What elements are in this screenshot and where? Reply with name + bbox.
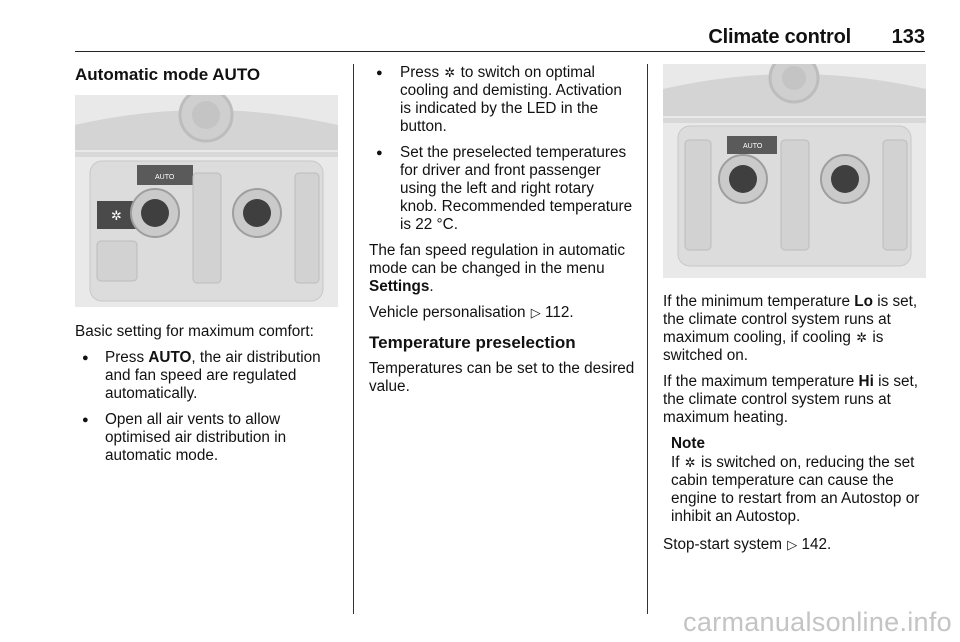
column-divider xyxy=(353,64,354,614)
list-item: ● Open all air vents to allow optimised air distribution in automatic mode. xyxy=(75,411,340,465)
snowflake-icon: ✲ xyxy=(111,208,122,223)
note-label: Note xyxy=(671,435,705,452)
auto-label: AUTO xyxy=(743,143,763,150)
paragraph: If the maximum temperature Hi is set, the climate control system runs at maximum heating. xyxy=(663,373,919,426)
note-box: Note If ✲ is switched on, reducing the set cabin temperature can cause the engine to restart from an Autostop or inhibit an Autostop. xyxy=(663,435,928,526)
paragraph: Temperatures can be set to the desired value. xyxy=(369,360,635,395)
column-right xyxy=(663,64,928,562)
column-left xyxy=(75,64,340,473)
snowflake-icon: ✲ xyxy=(684,455,696,470)
triangle-right-icon: ▷ xyxy=(787,537,798,552)
list-item: ● Set the preselected temperatures for driver and front passenger using the left and right rotary knob. Recommended temperature is 22 °C. xyxy=(369,144,635,234)
snowflake-icon: ✲ xyxy=(444,65,456,80)
column-middle xyxy=(369,64,635,404)
list-item: ● Press ✲ to switch on optimal cooling and demisting. Activation is indicated by the LED in the button. xyxy=(369,64,635,136)
column-divider xyxy=(647,64,648,614)
page-header xyxy=(75,22,925,52)
snowflake-icon: ✲ xyxy=(856,330,868,345)
paragraph: Vehicle personalisation ▷ 112. xyxy=(369,304,574,321)
paragraph: Stop-start system ▷ 142. xyxy=(663,536,832,553)
chapter-title: Climate control xyxy=(708,26,851,48)
section-heading: Automatic mode AUTO xyxy=(75,65,261,84)
page-number: 133 xyxy=(891,26,925,48)
auto-label: AUTO xyxy=(155,174,175,181)
triangle-right-icon: ▷ xyxy=(530,305,541,320)
climate-panel-figure xyxy=(663,64,926,278)
list-item: ● Press AUTO, the air distribution and fan speed are regulated automatically. xyxy=(75,349,340,403)
paragraph: If the minimum temperature Lo is set, the climate control system runs at maximum cooling, if cooling ✲ is switched on. xyxy=(663,293,918,364)
climate-panel-figure xyxy=(75,95,338,307)
watermark: carmanualsonline.info xyxy=(683,607,952,637)
intro-text: Basic setting for maximum comfort: xyxy=(75,323,314,340)
paragraph: The fan speed regulation in automatic mode can be changed in the menu Settings. xyxy=(369,242,625,295)
section-heading: Temperature preselection xyxy=(369,333,576,352)
